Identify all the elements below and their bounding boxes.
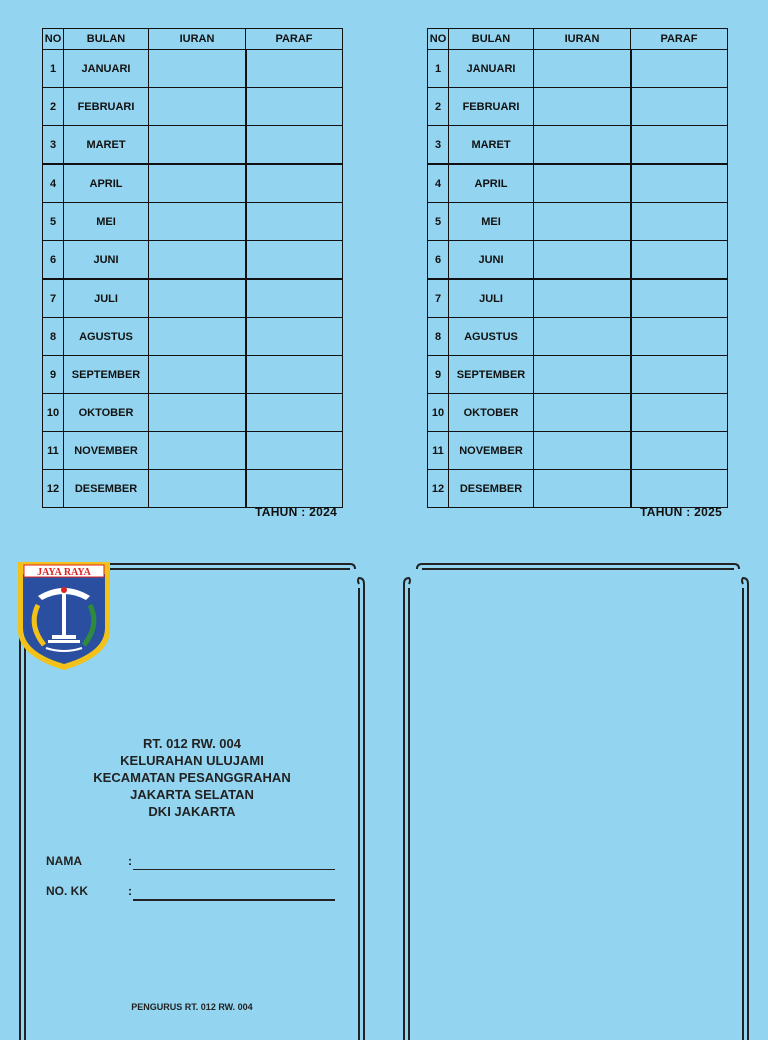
kk-input-line[interactable] <box>133 886 335 901</box>
cell-paraf[interactable] <box>246 88 343 126</box>
cell-bulan: DESEMBER <box>449 470 534 508</box>
cell-no: 4 <box>43 164 64 203</box>
cell-paraf[interactable] <box>631 432 728 470</box>
cell-no: 5 <box>43 203 64 241</box>
table-row <box>428 50 728 88</box>
cell-iuran[interactable] <box>534 356 631 394</box>
cell-bulan: APRIL <box>64 164 149 203</box>
cell-no: 2 <box>428 88 449 126</box>
table-row <box>428 279 728 318</box>
cell-no: 6 <box>428 241 449 280</box>
cell-bulan: MARET <box>449 126 534 165</box>
cell-paraf[interactable] <box>631 318 728 356</box>
cell-iuran[interactable] <box>534 203 631 241</box>
cell-paraf[interactable] <box>631 164 728 203</box>
cell-bulan: MEI <box>64 203 149 241</box>
cell-bulan: NOVEMBER <box>449 432 534 470</box>
cell-no: 10 <box>428 394 449 432</box>
cell-bulan: MEI <box>449 203 534 241</box>
cell-iuran[interactable] <box>149 470 246 508</box>
cell-iuran[interactable] <box>149 279 246 318</box>
cell-paraf[interactable] <box>246 318 343 356</box>
cell-iuran[interactable] <box>534 394 631 432</box>
cell-no: 9 <box>428 356 449 394</box>
cell-no: 1 <box>43 50 64 88</box>
cell-no: 8 <box>43 318 64 356</box>
cell-no: 8 <box>428 318 449 356</box>
cell-iuran[interactable] <box>534 470 631 508</box>
header-no: NO <box>43 29 64 50</box>
table-header-row <box>428 29 728 50</box>
table-row <box>428 318 728 356</box>
table-row <box>43 88 343 126</box>
cell-no: 7 <box>43 279 64 318</box>
cell-iuran[interactable] <box>534 279 631 318</box>
cell-bulan: OKTOBER <box>64 394 149 432</box>
cell-iuran[interactable] <box>149 88 246 126</box>
address-kelurahan: KELURAHAN ULUJAMI <box>120 753 264 768</box>
cell-no: 11 <box>428 432 449 470</box>
cell-no: 6 <box>43 241 64 280</box>
cell-paraf[interactable] <box>246 241 343 280</box>
cell-iuran[interactable] <box>149 126 246 165</box>
cell-bulan: DESEMBER <box>64 470 149 508</box>
kk-colon: : <box>128 884 132 898</box>
header-paraf: PARAF <box>246 29 343 50</box>
cell-bulan: AGUSTUS <box>449 318 534 356</box>
cell-paraf[interactable] <box>631 279 728 318</box>
table-row <box>428 203 728 241</box>
cell-paraf[interactable] <box>246 279 343 318</box>
header-paraf: PARAF <box>631 29 728 50</box>
cell-bulan: FEBRUARI <box>64 88 149 126</box>
header-iuran: IURAN <box>534 29 631 50</box>
table-row <box>43 470 343 508</box>
table-row <box>428 126 728 165</box>
cell-bulan: SEPTEMBER <box>64 356 149 394</box>
table-row <box>43 432 343 470</box>
cell-bulan: AGUSTUS <box>64 318 149 356</box>
table-row <box>43 203 343 241</box>
table-row <box>43 318 343 356</box>
cell-paraf[interactable] <box>246 203 343 241</box>
table-row <box>428 241 728 280</box>
cell-bulan: OKTOBER <box>449 394 534 432</box>
address-block <box>16 735 368 820</box>
cell-paraf[interactable] <box>246 470 343 508</box>
cell-bulan: SEPTEMBER <box>449 356 534 394</box>
cell-iuran[interactable] <box>149 432 246 470</box>
address-city: JAKARTA SELATAN <box>130 787 254 802</box>
footer-signature: PENGURUS RT. 012 RW. 004 <box>131 1002 253 1012</box>
table-row <box>428 470 728 508</box>
cell-paraf[interactable] <box>631 356 728 394</box>
nama-label: NAMA <box>46 854 82 868</box>
cell-bulan: APRIL <box>449 164 534 203</box>
cell-iuran[interactable] <box>149 394 246 432</box>
cell-paraf[interactable] <box>631 88 728 126</box>
header-bulan: BULAN <box>449 29 534 50</box>
cell-iuran[interactable] <box>149 356 246 394</box>
address-province: DKI JAKARTA <box>148 804 236 819</box>
cell-no: 1 <box>428 50 449 88</box>
cell-paraf[interactable] <box>631 241 728 280</box>
emblem-banner-text: JAYA RAYA <box>37 567 91 578</box>
table-row <box>428 356 728 394</box>
cell-paraf[interactable] <box>246 126 343 165</box>
table-row <box>43 164 343 203</box>
year-label-2025: TAHUN : 2025 <box>640 505 723 519</box>
cell-paraf[interactable] <box>246 356 343 394</box>
cell-no: 5 <box>428 203 449 241</box>
cell-no: 3 <box>43 126 64 165</box>
cell-bulan: NOVEMBER <box>64 432 149 470</box>
cell-no: 7 <box>428 279 449 318</box>
cell-no: 9 <box>43 356 64 394</box>
payment-table-2024 <box>42 28 343 508</box>
cell-paraf[interactable] <box>246 164 343 203</box>
header-iuran: IURAN <box>149 29 246 50</box>
table-row <box>43 50 343 88</box>
table-row <box>43 126 343 165</box>
table-row <box>428 164 728 203</box>
cell-bulan: JULI <box>64 279 149 318</box>
card-frame <box>400 560 752 1040</box>
cell-iuran[interactable] <box>534 241 631 280</box>
dki-jakarta-emblem <box>16 560 112 672</box>
year-label-2024: TAHUN : 2024 <box>255 505 338 519</box>
cell-bulan: JANUARI <box>449 50 534 88</box>
cell-paraf[interactable] <box>246 394 343 432</box>
cell-bulan: JUNI <box>449 241 534 280</box>
header-bulan: BULAN <box>64 29 149 50</box>
cell-no: 3 <box>428 126 449 165</box>
table-row <box>43 241 343 280</box>
cell-bulan: JUNI <box>64 241 149 280</box>
cell-bulan: JULI <box>449 279 534 318</box>
cell-iuran[interactable] <box>534 164 631 203</box>
nama-colon: : <box>128 854 132 868</box>
table-row <box>428 394 728 432</box>
cell-paraf[interactable] <box>631 203 728 241</box>
nama-input-line[interactable] <box>133 856 335 870</box>
cell-iuran[interactable] <box>149 203 246 241</box>
table-row <box>428 432 728 470</box>
cell-bulan: JANUARI <box>64 50 149 88</box>
cell-paraf[interactable] <box>631 394 728 432</box>
cell-bulan: FEBRUARI <box>449 88 534 126</box>
cell-no: 11 <box>43 432 64 470</box>
cell-paraf[interactable] <box>246 432 343 470</box>
cell-paraf[interactable] <box>631 126 728 165</box>
cell-no: 4 <box>428 164 449 203</box>
cell-paraf[interactable] <box>631 50 728 88</box>
cell-bulan: MARET <box>64 126 149 165</box>
cell-iuran[interactable] <box>534 88 631 126</box>
cell-no: 2 <box>43 88 64 126</box>
table-header-row <box>43 29 343 50</box>
table-row <box>428 88 728 126</box>
cell-iuran[interactable] <box>149 164 246 203</box>
cell-iuran[interactable] <box>149 50 246 88</box>
cell-iuran[interactable] <box>149 318 246 356</box>
address-rt-rw: RT. 012 RW. 004 <box>142 736 242 751</box>
header-no: NO <box>428 29 449 50</box>
cell-iuran[interactable] <box>149 241 246 280</box>
table-row <box>43 279 343 318</box>
cell-iuran[interactable] <box>534 50 631 88</box>
cell-iuran[interactable] <box>534 318 631 356</box>
address-kecamatan: KECAMATAN PESANGGRAHAN <box>93 770 291 785</box>
cell-paraf[interactable] <box>246 50 343 88</box>
cell-no: 12 <box>43 470 64 508</box>
cover-card <box>16 560 368 1040</box>
blank-card <box>400 560 752 1040</box>
table-row <box>43 356 343 394</box>
cell-no: 12 <box>428 470 449 508</box>
table-row <box>43 394 343 432</box>
payment-table-2025 <box>427 28 728 508</box>
cell-no: 10 <box>43 394 64 432</box>
cell-iuran[interactable] <box>534 432 631 470</box>
kk-label: NO. KK <box>46 884 88 898</box>
cell-paraf[interactable] <box>631 470 728 508</box>
cell-iuran[interactable] <box>534 126 631 165</box>
